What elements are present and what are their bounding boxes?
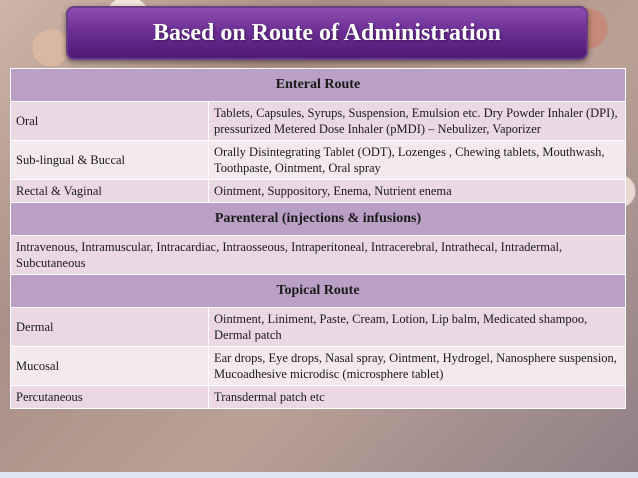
topical-section-header	[11, 275, 626, 308]
forms-cell: Ointment, Suppository, Enema, Nutrient enema	[209, 180, 626, 203]
route-cell: Percutaneous	[11, 386, 209, 409]
route-cell: Oral	[11, 102, 209, 141]
forms-cell: Ear drops, Eye drops, Nasal spray, Ointment, Hydrogel, Nanosphere suspension, Mucoadhesive microdisc (microsphere tablet)	[209, 347, 626, 386]
table-row	[11, 180, 626, 203]
table-row	[11, 347, 626, 386]
forms-cell: Transdermal patch etc	[209, 386, 626, 409]
section-heading: Parenteral (injections & infusions)	[11, 203, 626, 236]
title-banner	[66, 6, 588, 60]
table-row	[11, 386, 626, 409]
table-row	[11, 141, 626, 180]
routes-table	[10, 68, 626, 409]
section-heading: Enteral Route	[11, 69, 626, 102]
page-title: Based on Route of Administration	[152, 19, 502, 46]
forms-cell: Ointment, Liniment, Paste, Cream, Lotion, Lip balm, Medicated shampoo, Dermal patch	[209, 308, 626, 347]
parenteral-section-header	[11, 203, 626, 236]
section-heading: Topical Route	[11, 275, 626, 308]
bottom-strip	[0, 472, 638, 478]
route-cell: Mucosal	[11, 347, 209, 386]
enteral-section-header	[11, 69, 626, 102]
parenteral-routes-cell: Intravenous, Intramuscular, Intracardiac, Intraosseous, Intraperitoneal, Intracerebral, Intrathecal, Intradermal, Subcutaneous	[11, 236, 626, 275]
forms-cell: Tablets, Capsules, Syrups, Suspension, Emulsion etc. Dry Powder Inhaler (DPI), pressurized Metered Dose Inhaler (pMDI) – Nebulizer, Vaporizer	[209, 102, 626, 141]
table-row	[11, 102, 626, 141]
forms-cell: Orally Disintegrating Tablet (ODT), Lozenges , Chewing tablets, Mouthwash, Toothpaste, Ointment, Oral spray	[209, 141, 626, 180]
table-row	[11, 236, 626, 275]
route-cell: Dermal	[11, 308, 209, 347]
table-row	[11, 308, 626, 347]
route-cell: Sub-lingual & Buccal	[11, 141, 209, 180]
route-cell: Rectal & Vaginal	[11, 180, 209, 203]
